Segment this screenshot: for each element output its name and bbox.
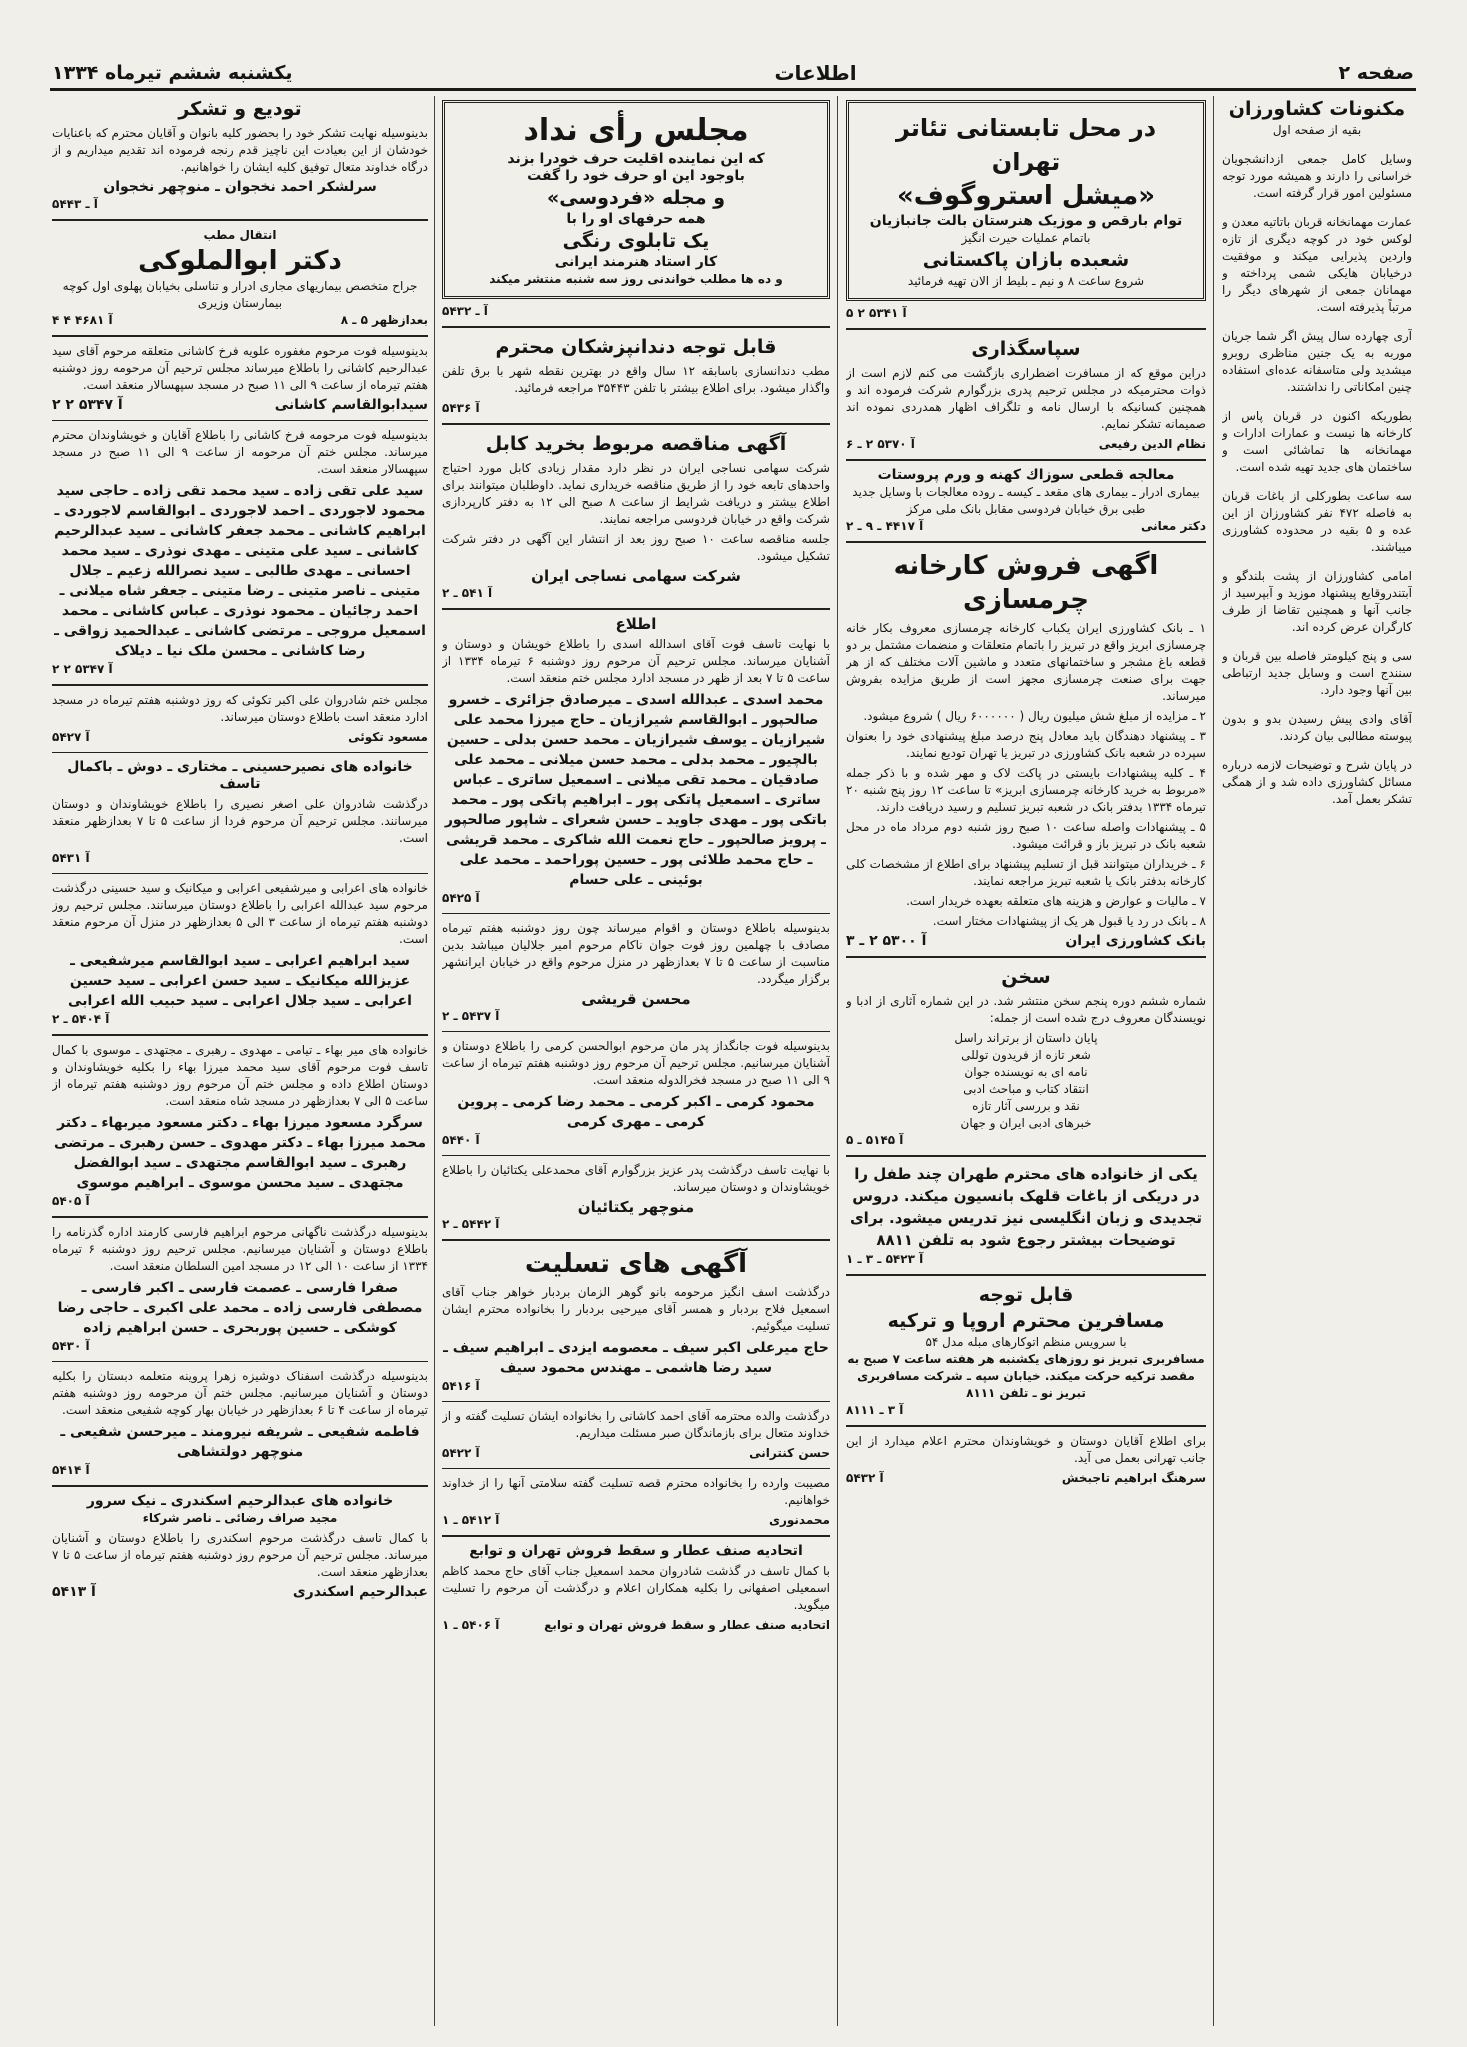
ad-body: با نهایت تاسف فوت آقای اسدالله اسدی را باطلاع خویشان و دوستان و آشنایان میرساند. مجلس ترحیم آن مرحوم روز دوشنبه ۶ تیرماه ۱۳۳۴ از ساعت ۵ تا ۷ بعد از ظهر در مسجد ادارد مجلس ختم منعقد است.	[442, 637, 830, 685]
ad-signature: شرکت سهامی نساجی ایران	[531, 567, 741, 585]
divider	[442, 1401, 830, 1402]
ad-signature: سرلشکر احمد نخجوان ـ منوچهر نخجوان	[103, 179, 377, 195]
ad-body: بدینوسیله باطلاع دوستان و اقوام میرساند چون روز دوشنبه هفتم تیرماه مصادف با چهلمین روز فوت جوان ناکام مرحوم امیر جلالیان میباشد بدین مناسبت از ساعت ۵ تا ۷ بعدازظهر در منزل مرحوم واقع در خیابان ایرانشهر برگزار میگردد.	[442, 921, 830, 986]
divider	[846, 1274, 1206, 1276]
ad-code: آ ۳ ـ ۸۱۱۱	[846, 1403, 904, 1417]
ad-body: خانواده های میر بهاء ـ تیامی ـ مهدوی ـ رهبری ـ مجتهدی ـ موسوی با کمال تاسف فوت مرحوم آقای سید محمد میرزا بهاء را بکلیه خویشاوندان و دوستان اطلاع داده و مجلس ختم آن مرحوم روز دوشنبه هفتم تیرماه از ساعت ۵ الی ۷ بعدازظهر در مسجد شاه منعقد است.	[52, 1043, 428, 1108]
divider	[846, 956, 1206, 958]
ad-names: محمد اسدی ـ عبدالله اسدی ـ میرصادق جزائری ـ خسرو صالحپور ـ ابوالقاسم شیرازیان ـ حاج میرزا محمد علی شیرازیان ـ یوسف شیرازیان ـ محمد حسن بدلی ـ حسین بالچیور ـ محمد بدلی ـ محمد حسن میلانی ـ محمد علی صادقیان ـ محمد تقی میلانی ـ اسمعیل ساتری ـ عباس ساتری ـ اسمعیل پاتکی پور ـ ابراهیم پاتکی پور ـ محمد باتکی پور ـ مهدی جاوید ـ حسن شعرای ـ شاپور صالحپور ـ پرویز صالحپور ـ حاج نعمت الله شاکری ـ محمد قریشی ـ حاج محمد طلائی پور ـ حسین پوراحمد ـ محمد علی بوئینی ـ علی حسام	[444, 692, 828, 888]
ad-code: آ ۵۴۳۰	[52, 1339, 90, 1353]
ad-code: آ ۵۴۲۵	[442, 891, 480, 905]
ad-body: بدینوسیله فوت مرحومه فرخ کاشانی را باطلاع آقایان و خویشاوندان محترم میرساند. مجلس ختم آن مرحومه از ساعت ۹ الی ۱۱ صبح در مسجد سپهسالار منعقد است.	[52, 428, 428, 476]
ad-code: آ ۵۴۰۶ ـ ۱	[442, 1618, 500, 1632]
divider	[846, 1425, 1206, 1427]
ad-code: آ ۵۳۴۱ ۲ ۵	[846, 306, 907, 320]
ad-paragraph: ۵ ـ پیشنهادات واصله ساعت ۱۰ صبح روز شنبه دوم مرداد ماه در محل شعبه بانک در تبریز باز و قرائت میشود.	[846, 820, 1206, 851]
divider	[846, 328, 1206, 330]
ad-signature: عبدالرحیم اسکندری	[292, 1584, 428, 1600]
ad-body: جلسه مناقصه ساعت ۱۰ صبح روز بعد از انتشار این آگهی در دفتر شرکت تشکیل میشود.	[442, 532, 830, 563]
ad-body: بدینوسیله نهایت تشکر خود را بحضور کلیه بانوان و آقایان محترم که باعنایات خودشان از این بعیادت این ناچیز قدم رنجه فرموده اند تقدیم میداریم و از درگاه خداوند متعال توفیق کلیه ایشان را خواهانیم.	[52, 126, 428, 174]
divider	[52, 1034, 428, 1036]
ad-code: آ ۵۴۴۰	[442, 1133, 480, 1147]
ad-names: سید ابراهیم اعرابی ـ سید ابوالقاسم میرشفیعی ـ عزیزالله میکانیک ـ سید حسن اعرابی ـ سید حسین اعرابی ـ سید جلال اعرابی ـ سید حبیب الله اعرابی	[68, 953, 412, 1009]
ad-subtitle: مسافرین محترم اروپا و ترکیه	[887, 1310, 1165, 1332]
ad-code: آ ۵۳۴۷ ۲ ۲	[52, 662, 113, 676]
ad-signature: محمدنوری	[769, 1513, 830, 1527]
ad-title: یکی از خانواده های محترم طهران چند طفل را در دریکی از باغات قلهک بانسیون میکند. دروس تجدیدی و زبان انگلیسی نیز تدریس میشود. برای توضیحات بیشتر رجوع شود به تلفن ۸۸۱۱	[849, 1165, 1203, 1249]
divider	[442, 1155, 830, 1156]
ad-code: آ ـ ۵۴۴۳	[52, 197, 98, 211]
divider	[52, 335, 428, 337]
doctor-name: دکتر ابوالملوکی	[138, 246, 342, 276]
ad-body: درگذشت اسف انگیز مرحومه بانو گوهر الزمان بردبار خواهر جناب آقای اسمعیل فلاح بردبار و همسر آقای میرحیی بردبار را بخانواده محترم ایشان تسلیت میگوئیم.	[442, 1285, 830, 1333]
ad-signature: سرهنگ ابراهیم تاجبخش	[1061, 1471, 1206, 1485]
divider	[52, 684, 428, 686]
ad-body: مطب دندانسازی باسابقه ۱۲ سال واقع در بهترین نقطه شهر با برق تلفن واگذار میشود. برای اطلاع بیشتر با تلفن ۳۵۴۴۳ مراجعه فرمائید.	[442, 364, 830, 395]
ad-paragraph: ۸ ـ بانک در رد یا قبول هر یک از پیشنهادات مختار است.	[932, 914, 1206, 928]
ad-title: سخن	[1001, 966, 1051, 988]
ad-body: دراین موقع که از مسافرت اضطراری بازگشت می کنم لازم است از ذوات محترمیکه در مجلس ترحیم پدری بزرگوارم شرکت فرموده اند و همچنین کسانیکه با ارسال نامه و تلگراف اظهار همدردی نموده اند صمیمانه تشکر نمایم.	[846, 366, 1206, 431]
ad-signature: دکتر معانی	[1140, 519, 1206, 533]
ad-body: جراح متخصص بیماریهای مجاری ادرار و تناسلی بخیابان پهلوی اول کوچه بیمارستان وزیری	[62, 279, 418, 310]
office-hours: بعدازظهر ۵ ـ ۸	[340, 313, 428, 327]
article-paragraph: عمارت مهمانخانه قربان باتاتیه معدن و لوکس خود در کوچه دیگری از تازه واردین پذیرایی میکند و موفقیت درخیابان هایکی شمی پرداخته و مهمانان جمعی از شهرهای دیگر را مرتباً پذیرفته است.	[1222, 215, 1412, 314]
ad-body: خانواده های اعرابی و میرشفیعی اعرابی و میکانیک و سید حسینی درگذشت مرحوم سید عبدالله اعرابی را باطلاع دوستان میرسانند. مجلس ترحیم روز دوشنبه هفتم تیرماه از ساعت ۳ الی ۵ بعدازظهر در منزل آن مرحوم منعقد است.	[52, 881, 428, 946]
article-paragraph: آری چهارده سال پیش اگر شما جریان موربه به یک جنین مناظری روبرو میشدید ولی متاسفانه عده‌ای استفاده چنین امکاناتی را نداشتند.	[1222, 329, 1412, 394]
ad-title: انتقال مطب	[203, 228, 277, 242]
column-farmers	[1222, 96, 1412, 2026]
ad-code: آ ۵۴۰۵	[52, 1194, 90, 1208]
ad-title: اگهی فروش کارخانه چرمسازی	[893, 551, 1159, 615]
ad-code: آ ۵۳۴۷ ۲ ۲	[52, 397, 123, 413]
ad-line: توام بارقص و موزیک هنرستان بالت جانبازیان	[869, 213, 1183, 229]
column-rule	[434, 96, 435, 2026]
theatre-ad	[846, 100, 1206, 301]
ad-code: آ ۵۳۰۰ ۲ ـ ۳	[846, 933, 927, 949]
paper-name: اطلاعات	[774, 61, 857, 85]
continuation-note: بقیه از صفحه اول	[1272, 123, 1362, 137]
article-title: مکنونات کشاورزان	[1228, 98, 1406, 120]
ad-line: همه حرفهای او را با	[566, 211, 706, 227]
column-rule	[837, 96, 838, 2026]
divider	[52, 1361, 428, 1362]
ad-signature: نظام الدین رفیعی	[1098, 437, 1206, 451]
ad-paragraph: ۴ ـ کلیه پیشنهادات بایستی در پاکت لاک و مهر شده و با ذکر جمله «مربوط به خرید کارخانه چرمسازی ابریز» تا ساعت ۱۲ روز پنج شنبه ۲۰ تیرماه ۱۳۳۴ بدفتر بانک در شعبه تبریز تسلیم و رسید دریافت دارند.	[846, 766, 1206, 814]
ad-body: با کمال تاسف در گذشت شادروان محمد اسمعیل جناب آقای حاج محمد کاظم اسمعیلی اصفهانی را بکلیه همکاران اعلام و درگذشت آن مرحوم را تسلیت میگوید.	[442, 1564, 830, 1612]
ad-signature: حسن کنترانی	[749, 1446, 830, 1460]
divider	[52, 1485, 428, 1487]
ad-footer	[846, 933, 1206, 950]
ad-title: معالجه قطعی سوزاك کهنه و ورم پروستات	[877, 467, 1175, 483]
ad-signature: بانک کشاورزی ایران	[1065, 933, 1206, 949]
ad-names: حاج میرعلی اکبر سیف ـ معصومه ایزدی ـ ابراهیم سیف ـ سید رضا هاشمی ـ مهندس محمود سیف	[443, 1340, 829, 1376]
ad-footer	[846, 518, 1206, 535]
ad-code: آ ۵۴۲۳ ـ ۳ ـ ۱	[846, 1252, 924, 1266]
ad-signature: اتحادیه صنف عطار و سقط فروش تهران و توابع	[544, 1618, 830, 1632]
ad-line: باتمام عملیات حیرت انگیز	[961, 231, 1091, 245]
divider	[442, 913, 830, 914]
divider	[52, 420, 428, 421]
ad-body: بدینوسیله درگذشت اسفناک دوشیزه زهرا پروینه متعلمه دبستان را بکلیه دوستان و آشنایان میرسانیم. مجلس ختم آن مرحومه روز دوشنبه هفتم تیرماه از ساعت ۴ تا ۶ بعدازظهر در خیابان بهار کوچه شفیعی منعقد است.	[52, 1369, 428, 1417]
divider	[52, 219, 428, 221]
ad-body: شماره ششم دوره پنجم سخن منتشر شد. در این شماره آثاری از ادبا و نویسندگان معروف درج شده است از جمله:	[846, 994, 1206, 1025]
ad-code: آ ۵۴۱۳	[52, 1584, 96, 1600]
divider	[52, 873, 428, 874]
divider	[442, 326, 830, 328]
divider	[846, 1155, 1206, 1157]
article-paragraph: سه ساعت بطورکلی از باغات قربان به فاصله ۴۷۲ نفر کشاورزان از این عده و ۵ بقیه در محدوده کشاورزی میباشند.	[1222, 489, 1412, 554]
ad-names: مجید صراف رضائی ـ ناصر شرکاء	[142, 1511, 338, 1525]
ad-body: برای اطلاع آقایان دوستان و خویشاوندان محترم اعلام میدارد از این جانب تهرانی بعمل می آید.	[846, 1434, 1206, 1465]
ad-code: آ ۵۴۳۷ ـ ۲	[442, 1009, 500, 1023]
divider	[442, 1468, 830, 1469]
ad-names: صفرا فارسی ـ عصمت فارسی ـ اکبر فارسی ـ مصطفی فارسی زاده ـ محمد علی اکبری ـ حاجی رضا کوشکی ـ حسین پوربحری ـ حسن ابراهیم زاده	[57, 1280, 423, 1336]
ad-code: آ ۵۴۳۱	[52, 851, 90, 865]
page-number: صفحه ۲	[1338, 62, 1414, 84]
ad-body: شرکت سهامی نساجی ایران در نظر دارد مقدار زیادی کابل مورد احتیاج واحدهای تابعه خود را از طریق مناقصه خریداری نماید. داوطلبان میتوانند برای اطلاع بیشتر و دریافت شرایط از ساعت ۸ صبح الی ۱۲ به دفتر کارپردازی شرکت واقع در خیابان فردوسی مراجعه نمایند.	[442, 461, 830, 526]
ad-line: شروع ساعت ۸ و نیم ـ بلیط از الان تهیه فرمائید	[907, 274, 1145, 288]
ad-title: قابل توجه دندانپزشکان محترم	[495, 336, 777, 358]
ad-names: محمود کرمی ـ اکبر کرمی ـ محمد رضا کرمی ـ پروین کرمی ـ مهری کرمی	[457, 1094, 815, 1130]
article-paragraph: آقای وادی پیش رسیدن بدو و بدون پیوسته مطالبی بیان کردند.	[1222, 712, 1412, 743]
ad-item: خبرهای ادبی ایران و جهان	[960, 1116, 1092, 1130]
ad-item: نقد و بررسی آثار تازه	[972, 1099, 1080, 1113]
article-paragraph: بطوریکه اکنون در قربان پاس از کارخانه ها نیست و عمارات ادارات و مهمانخانه ها تماشائی است و ساختمان های جدید تهیه شده است.	[1222, 409, 1412, 474]
section-title: آگهی های تسلیت	[524, 1249, 748, 1279]
ad-body: بدینوسیله فوت جانگداز پدر مان مرحوم ابوالحسن کرمی را باطلاع دوستان و آشنایان میرسانیم. مجلس ترحیم آن مرحوم روز دوشنبه هفتم تیرماه از ساعت ۹ الی ۱۱ صبح در مسجد فخرالدوله منعقد است.	[442, 1039, 830, 1087]
ad-body: بدینوسیله درگذشت ناگهانی مرحوم ابراهیم فارسی کارمند اداره گذرنامه را باطلاع دوستان و آشنایان میرسانیم. مجلس ترحیم روز دوشنبه ۶ تیرماه ۱۳۳۴ از ساعت ۱۰ الی ۱۲ در مسجد امین السلطان منعقد است.	[52, 1225, 428, 1273]
ad-title: اتحادیه صنف عطار و سقط فروش تهران و توابع	[469, 1543, 803, 1559]
article-paragraph: در پایان شرح و توضیحات لازمه درباره مسائل کشاورزی داده شد و از همگی تشکر بعمل آمد.	[1222, 758, 1412, 806]
ad-code: آ ـ ۵۴۳۲	[442, 304, 488, 318]
column-ads-2	[846, 96, 1206, 2026]
ad-code: آ ۴۶۸۱ ۴ ۴	[52, 313, 113, 327]
issue-date: یکشنبه ششم تیرماه ۱۳۳۴	[52, 62, 293, 84]
divider	[442, 1239, 830, 1241]
ad-code: آ ۵۴۳۲	[846, 1471, 884, 1485]
ad-line: باوجود این او حرف خود را گفت	[527, 168, 745, 184]
ad-body: درگذشت شادروان علی اصغر نصیری را باطلاع خویشاوندان و دوستان میرسانند. مجلس ترحیم آن مرحوم فردا از ساعت ۵ تا ۷ بعدازظهر منعقد است.	[52, 797, 428, 845]
ad-title: قابل توجه	[978, 1284, 1074, 1306]
ad-body: با کمال تاسف درگذشت مرحوم اسکندری را باطلاع دوستان و آشنایان میرساند. مجلس ترحیم آن مرحوم روز دوشنبه هفتم تیرماه از ساعت ۵ تا ۷ بعدازظهر منعقد است.	[52, 1531, 428, 1579]
ad-names: سرگرد مسعود میرزا بهاء ـ دکتر مسعود میربهاء ـ دکتر محمد میرزا بهاء ـ دکتر مهدوی ـ حسن رهبری ـ مرتضی رهبری ـ سید ابوالقاسم مجتهدی ـ سید ابوالفضل مجتهدی ـ سید محسن موسوی ـ ابراهیم موسوی	[53, 1115, 427, 1191]
ad-body: بیماری ادرار ـ بیماری های مقعد ـ کیسه ـ روده معالجات با وسایل جدید	[852, 485, 1200, 499]
ad-footer	[52, 397, 428, 414]
divider	[52, 1216, 428, 1218]
ad-footer	[52, 1584, 428, 1601]
ad-code: آ ۵۴۲۷	[52, 730, 90, 744]
ad-line: که این نماینده اقلیت حرف خودرا بزند	[507, 151, 765, 167]
ad-body: با نهایت تاسف درگذشت پدر عزیز بزرگوارم آقای محمدعلی یکتائیان را باطلاع خویشاوندان و دوستان میرساند.	[442, 1163, 830, 1194]
divider	[846, 541, 1206, 543]
ad-code: آ ۵۴۲۲	[442, 1446, 480, 1460]
masthead	[52, 60, 1414, 86]
ad-signature: محسن قریشی	[581, 990, 691, 1008]
ad-paragraph: ۱ ـ بانک کشاورزی ایران یکباب کارخانه چرمسازی معروف بکار خانه چرمسازی ابریز واقع در تبریز را باتمام متعلقات و منضمات مشتمل بر دو قطعه باغ مشجر و ساختمانهای متعدد و ماشین آلات مختلف که از هر جهت برای صنعت چرمسازی مجهز است از طریق مزایده بفروش میرساند.	[846, 621, 1206, 703]
ad-code: آ ۴۴۱۷ ـ ۹ ـ ۲	[846, 519, 924, 533]
ad-title: سپاسگذاری	[971, 338, 1081, 360]
ad-footer	[846, 1470, 1206, 1487]
ad-body: مصیبت وارده را بخانواده محترم قصه تسلیت گفته سلامتی آنها را از خداوند خواهانیم.	[442, 1476, 830, 1507]
ad-line: شعبده بازان پاکستانی	[922, 249, 1130, 271]
ad-code: آ ۵۴۱۶	[442, 1379, 480, 1393]
ad-title: خانواده های نصیرحسینی ـ مختاری ـ دوش ـ باکمال تاسف	[67, 759, 413, 792]
ad-footer	[442, 1512, 830, 1529]
ad-item: انتقاد کتاب و مباحث ادبی	[963, 1082, 1089, 1096]
ad-code: آ ۵۴۰۴ ـ ۲	[52, 1012, 110, 1026]
magazine-ad	[442, 100, 830, 299]
divider	[52, 752, 428, 753]
ad-line: و ده ها مطلب خواندنی روز سه شنبه منتشر میکند	[489, 272, 783, 286]
ad-footer	[442, 1617, 830, 1634]
ad-names: فاطمه شفیعی ـ شریفه نیرومند ـ میرحسن شفیعی ـ منوچهر دولتشاهی	[60, 1424, 420, 1460]
ad-code: آ ۵۴۳۶	[442, 401, 480, 415]
divider	[846, 459, 1206, 461]
divider	[442, 1535, 830, 1537]
ad-body: مسافربری تبریز نو روزهای یکشنبه هر هفته ساعت ۷ صبح به مقصد ترکیه حرکت میکند. خیابان سپه ـ شرکت مسافربری تبریز نو ـ تلفن ۸۱۱۱	[847, 1352, 1205, 1400]
divider	[442, 1031, 830, 1032]
ad-footer	[846, 436, 1206, 453]
masthead-rule	[50, 88, 1416, 91]
ad-subtitle: «میشل استروگوف»	[896, 181, 1156, 211]
ad-code: آ ۵۴۱ ـ ۲	[442, 586, 493, 600]
ad-title: تودیع و تشکر	[178, 98, 302, 120]
ad-code: آ ۵۱۴۵ ـ ۵	[846, 1133, 904, 1147]
ad-code: آ ۵۴۴۲ ـ ۲	[442, 1217, 500, 1231]
ad-item: پایان داستان از برتراند راسل	[954, 1031, 1098, 1045]
column-ads-3	[442, 96, 830, 2026]
ad-paragraph: ۶ ـ خریداران میتوانند قبل از تسلیم پیشنهاد برای اطلاع از مشخصات کلی کارخانه بدفتر بانک یا شعبه تبریز مراجعه نمایند.	[846, 857, 1206, 888]
ad-body: درگذشت والده محترمه آقای احمد کاشانی را بخانواده ایشان تسلیت گفته و از خداوند متعال برای بازماندگان صبر مسئلت میداریم.	[442, 1409, 830, 1440]
ad-code: آ ۵۴۱۴	[52, 1463, 90, 1477]
ad-paragraph: ۲ ـ مزایده از مبلغ شش میلیون ریال ( ۶۰۰۰۰۰۰ ریال ) شروع میشود.	[863, 709, 1206, 723]
ad-paragraph: ۷ ـ مالیات و عوارض و هزینه های متعلقه بعهده خریدار است.	[906, 894, 1206, 908]
ad-signature: مسعود تکوئی	[348, 730, 428, 744]
ad-names: سید علی تقی زاده ـ سید محمد تقی زاده ـ حاجی سید محمود لاجوردی ـ احمد لاجوردی ـ ابوالقاسم لاجوردی ـ ابراهیم کاشانی ـ محمد جعفر کاشانی ـ سید عبدالرحیم کاشانی ـ سید علی متینی ـ مهدی نوذری ـ سید محمد احسانی ـ مهدی طالبی ـ سید نصرالله زعیم ـ جلال متینی ـ ناصر متینی ـ رضا متینی ـ جعفر شاه میلانی ـ احمد رجائیان ـ محمود نوذری ـ عباس کاشانی ـ محمد اسمعیل مروجی ـ مرتضی کاشانی ـ عبدالحمید زواقی ـ رضا کاشانی ـ محسن ملک نیا ـ دیلاک	[54, 483, 426, 659]
ad-body: بدینوسیله فوت مرحوم مغفوره علویه فرخ کاشانی متعلقه مرحوم آقای سید عبدالرحیم کاشانی را باطلاع میرساند مجلس ترحیم آن مرحومه روز دوشنبه هفتم تیرماه از ساعت ۹ الی ۱۱ صبح در مسجد سپهسالار منعقد است.	[52, 344, 428, 392]
ad-title: اطلاع	[615, 615, 657, 633]
ad-item: شعر تازه از فریدون توللی	[961, 1048, 1091, 1062]
ad-body: با سرویس منظم اتوکارهای مبله مدل ۵۴	[925, 1335, 1127, 1349]
ad-signature: منوچهر یکتائیان	[577, 1198, 695, 1216]
ad-title: در محل تابستانی تئاتر تهران	[895, 114, 1157, 176]
ad-line: و مجله «فردوسی»	[546, 187, 726, 209]
ad-title: آگهی مناقصه مربوط بخرید کابل	[485, 433, 787, 455]
ad-item: نامه ای به نویسنده جوان	[964, 1065, 1088, 1079]
ad-footer	[52, 312, 428, 329]
article-paragraph: وسایل کامل جمعی ازدانشجویان خراسانی را دارند و همیشه مورد توجه مسئولین امور قرار گرفته است.	[1222, 152, 1412, 200]
ad-line: کار استاد هنرمند ایرانی	[554, 254, 718, 270]
ad-code: آ ۵۳۷۰ ۲ ـ ۶	[846, 437, 915, 451]
article-paragraph: امامی کشاورزان از پشت بلندگو و آبتندروقایع پیشنهاد موزید و آبپرسید از جانب آنها و همچنین تقاضا از طرف کارگران عرض کرده اند.	[1222, 569, 1412, 634]
ad-title: خانواده های عبدالرحیم اسکندری ـ نیک سرور	[86, 1493, 394, 1509]
divider	[442, 608, 830, 610]
ad-title: مجلس رأی نداد	[523, 113, 749, 148]
ad-signature: سیدابوالقاسم کاشانی	[274, 397, 428, 413]
ad-footer	[442, 1445, 830, 1462]
ad-footer	[52, 729, 428, 746]
column-ads-4	[52, 96, 428, 2026]
article-paragraph: سی و پنج کیلومتر فاصله بین قربان و سنندج است و وسایل جدید ارتباطی بین آنها وجود دارد.	[1222, 649, 1412, 697]
ad-body: طبی برق خیابان فردوسی مقابل بانک ملی مرکز	[906, 502, 1146, 516]
ad-body: مجلس ختم شادروان علی اکبر تکوئی که روز دوشنبه هفتم تیرماه در مسجد ادارد منعقد است باطلاع دوستان میرساند.	[52, 693, 428, 724]
ad-paragraph: ۳ ـ پیشنهاد دهندگان باید معادل پنج درصد مبلغ پیشنهادی خود را بعنوان سپرده در شعبه بانک کشاورزی در تبریز یا تهران تودیع نمایند.	[846, 729, 1206, 760]
column-rule	[1213, 96, 1214, 2026]
ad-line: یک تابلوی رنگی	[562, 230, 710, 252]
ad-code: آ ۵۴۱۲ ـ ۱	[442, 1513, 500, 1527]
divider	[442, 423, 830, 425]
